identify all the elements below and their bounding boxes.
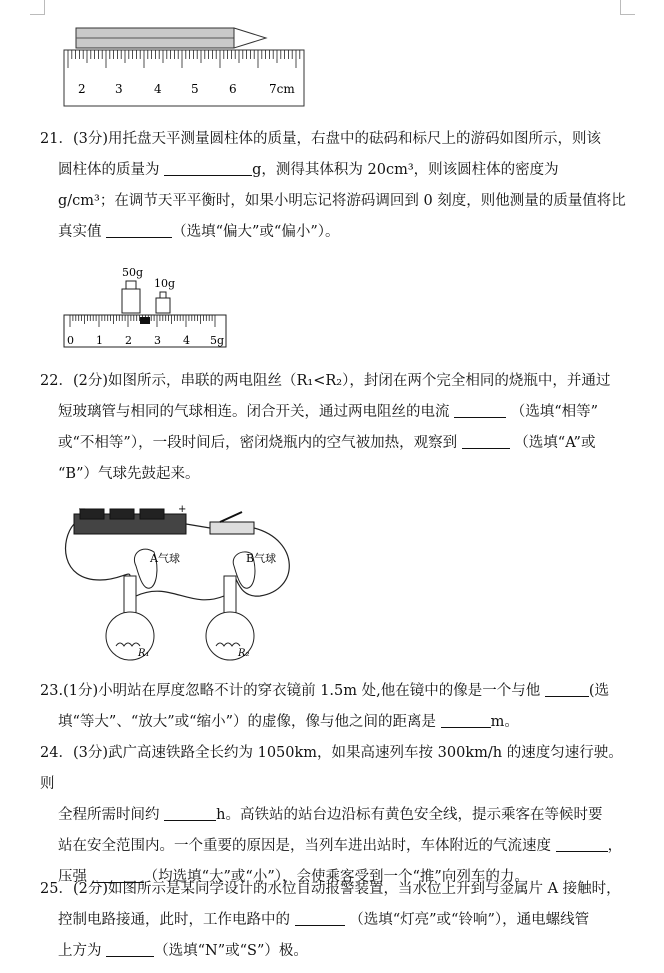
balloon-b-label: B气球: [246, 552, 277, 565]
scale-label-0: 0: [67, 334, 74, 347]
ruler-label-3: 3: [115, 82, 123, 96]
q25-line-3-a: 上方为: [58, 943, 102, 959]
question-24: [40, 738, 630, 893]
q24-line-3-b: ，: [607, 838, 623, 854]
q23-line-1-a: 23.(1分)小明站在厚度忽略不计的穿衣镜前 1.5m 处,他在镜中的像是一个与他: [40, 683, 541, 699]
q22-line-2: [40, 397, 630, 428]
q22-line-3-b: （选填“A”或: [514, 435, 596, 451]
scale-label-2: 2: [125, 334, 132, 347]
q22-line-2-b: （选填“相等”: [510, 404, 599, 420]
battery-cell-3: [140, 509, 164, 519]
battery-plus-sign: +: [178, 504, 187, 515]
q24-line-3-a: 站在安全范围内。一个重要的原因是，当列车进出站时，车体附近的气流速度: [58, 838, 551, 854]
q22-line-2-a: 短玻璃管与相同的气球相连。闭合开关，通过两电阻丝的电流: [58, 404, 450, 420]
q24-line-1: 24．(3分)武广高速铁路全长约为 1050km，如果高速列车按 300km/h 的速度匀速行驶。则: [40, 745, 623, 792]
ruler-label-4: 4: [154, 82, 162, 96]
ruler-body: [64, 50, 304, 106]
weight-10g-label: 10g: [154, 277, 176, 290]
q21-line-4-b: （选填“偏大”或“偏小”）。: [172, 224, 340, 240]
ruler-svg: [60, 20, 310, 110]
q25-blank-circuit[interactable]: [295, 911, 345, 926]
q21-line-2-a: 圆柱体的质量为: [58, 162, 160, 178]
ruler-label-5: 5: [191, 82, 199, 96]
weight-50g-knob: [126, 281, 136, 289]
q21-line-2-b: g，测得其体积为 20cm³，则该圆柱体的密度为: [252, 162, 559, 178]
q21-line-4-a: 真实值: [58, 224, 102, 240]
q24-line-2-a: 全程所需时间约: [58, 807, 160, 823]
circuit-svg: [60, 500, 310, 670]
q21-line-1: 21．(3分)用托盘天平测量圆柱体的质量，右盘中的砝码和标尺上的游码如图所示，则该: [40, 131, 601, 147]
ruler-figure: [60, 20, 310, 110]
q22-blank-current[interactable]: [454, 403, 506, 418]
q25-line-1: 25．(2分)如图所示是某同学设计的水位自动报警装置，当水位上升到与金属片 A 接触时，: [40, 881, 621, 897]
q24-line-2: [40, 800, 630, 831]
q25-line-3-b: （选填“N”或“S”）极。: [154, 943, 308, 959]
weight-50g: [122, 289, 140, 313]
weight-10g: [156, 298, 170, 313]
switch-lever[interactable]: [220, 512, 242, 522]
question-23: [40, 676, 630, 738]
q25-line-2-a: 控制电路接通，此时，工作电路中的: [58, 912, 290, 928]
circuit-figure: [60, 500, 310, 670]
q22-line-3: [40, 428, 630, 459]
ruler-label-7cm: 7cm: [269, 82, 295, 96]
question-21: [40, 124, 630, 248]
weight-10g-knob: [160, 292, 166, 298]
q25-line-2: [40, 905, 630, 936]
switch-base[interactable]: [210, 522, 254, 534]
page-corner-mark-left: [30, 0, 45, 15]
q23-blank-distance[interactable]: [441, 713, 491, 728]
battery-minus-sign: −: [78, 504, 87, 515]
q24-blank-time[interactable]: [164, 806, 216, 821]
q23-blank-size[interactable]: [545, 682, 589, 697]
question-25: [40, 874, 630, 967]
scale-label-5g: 5g: [210, 334, 225, 347]
weight-50g-label: 50g: [122, 266, 144, 279]
q22-line-1: 22．(2分)如图所示，串联的两电阻丝（R₁<R₂），封闭在两个完全相同的烧瓶中，并通过: [40, 373, 611, 389]
balance-figure: [60, 265, 230, 350]
q22-blank-balloon[interactable]: [462, 434, 510, 449]
q25-line-3: [40, 936, 630, 967]
q21-blank-mass[interactable]: [164, 161, 252, 176]
scale-label-1: 1: [96, 334, 103, 347]
q21-line-2: [40, 155, 630, 186]
scale-label-3: 3: [154, 334, 161, 347]
q24-line-2-b: h。高铁站的站台边沿标有黄色安全线，提示乘客在等候时要: [216, 807, 603, 823]
q21-line-4: [40, 217, 630, 248]
r1-label: R₁: [138, 648, 150, 659]
flask-2-neck: [224, 576, 236, 614]
q23-line-2-b: m。: [490, 714, 519, 730]
flask-1-neck: [124, 576, 136, 614]
balance-svg: [60, 265, 230, 350]
q23-line-1-b: (选: [588, 683, 610, 699]
wire-between-flasks: [136, 591, 224, 600]
scale-label-4: 4: [183, 334, 190, 347]
wire-battery-switch: [186, 524, 210, 528]
q21-blank-error[interactable]: [106, 223, 172, 238]
q24-line-4-a: 压强: [58, 869, 87, 885]
ruler-label-6: 6: [229, 82, 237, 96]
q24-line-3: [40, 831, 630, 862]
q22-line-4: “B”）气球先鼓起来。: [58, 466, 200, 482]
q21-line-3: g/cm³；在调节天平平衡时，如果小明忘记将游码调回到 0 刻度，则他测量的质量值将比: [58, 193, 626, 209]
r2-label: R₂: [238, 648, 250, 659]
question-22: [40, 366, 630, 490]
q22-line-3-a: 或“不相等”），一段时间后，密闭烧瓶内的空气被加热，观察到: [58, 435, 458, 451]
q25-blank-pole[interactable]: [106, 942, 154, 957]
q25-line-2-b: （选填“灯亮”或“铃响”），通电螺线管: [349, 912, 590, 928]
q23-line-1: [40, 676, 630, 707]
q24-blank-speed[interactable]: [556, 837, 608, 852]
battery-cell-2: [110, 509, 134, 519]
measured-object-tip: [234, 28, 266, 48]
q23-line-2-a: 填“等大”、“放大”或“缩小”）的虚像，像与他之间的距离是: [58, 714, 436, 730]
balloon-a-label: A气球: [150, 552, 180, 565]
q24-line-4-b: （均选填“大”或“小”），会使乘客受到一个“推”向列车的力。: [143, 869, 529, 885]
ruler-label-2: 2: [78, 82, 86, 96]
rider: [140, 317, 150, 324]
q23-line-2: [40, 707, 630, 738]
page-corner-mark-right: [620, 0, 635, 15]
